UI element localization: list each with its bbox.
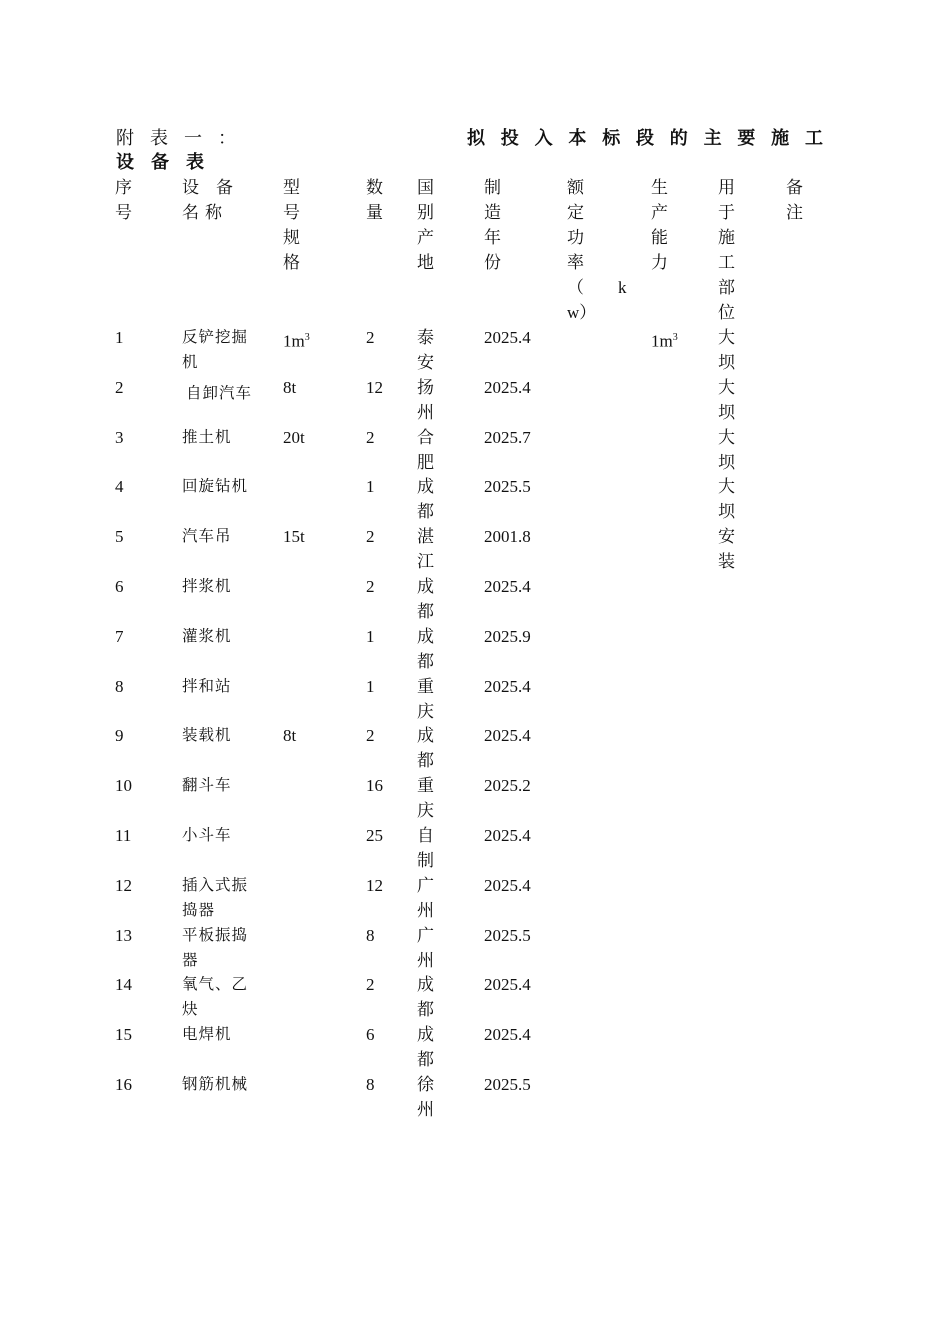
table-row	[0, 923, 950, 973]
title-left-char: 表	[150, 128, 168, 148]
cell-qty-text: 16	[366, 776, 383, 796]
cell-qty	[366, 524, 406, 549]
cell-qty	[366, 624, 406, 649]
table-row	[0, 972, 950, 1022]
cell-origin	[417, 873, 437, 923]
cell-no-text: 16	[115, 1075, 132, 1094]
cell-year-text: 2025.4	[484, 826, 531, 845]
cell-qty	[366, 474, 406, 499]
cell-origin-text: 自制	[417, 826, 434, 870]
cell-qty-text: 12	[366, 875, 383, 895]
table-row	[0, 474, 950, 524]
title-right-char: 入	[534, 128, 553, 148]
header-power-unit-close: w）	[567, 303, 597, 322]
cell-origin-text: 徐州	[417, 1075, 434, 1119]
cell-name	[182, 972, 258, 1022]
table-row	[0, 773, 950, 823]
cell-name-text: 电焊机	[182, 1026, 232, 1044]
cell-qty-text: 1	[366, 676, 375, 696]
cell-name-text: 回旋钻机	[182, 478, 249, 496]
cell-origin-text: 湛江	[417, 527, 434, 572]
cell-origin	[417, 773, 437, 823]
cell-year-text: 2025.4	[484, 577, 531, 596]
cell-name-text: 装载机	[182, 727, 232, 745]
cell-origin	[417, 325, 437, 375]
table-row	[0, 1022, 950, 1072]
cell-origin-text: 合肥	[417, 427, 434, 472]
cell-no	[115, 723, 165, 748]
cell-origin	[417, 425, 437, 475]
cell-qty-text: 2	[366, 975, 375, 995]
cell-qty-text: 2	[366, 427, 375, 447]
table-row	[0, 425, 950, 475]
cell-qty-text: 1	[366, 477, 375, 497]
cell-year-text: 2025.5	[484, 477, 531, 497]
cell-spec-text: 15t	[283, 527, 305, 547]
cell-no	[115, 524, 165, 549]
cell-name-text: 推土机	[182, 428, 232, 446]
header-year: 制造年份	[484, 178, 501, 272]
table-row	[0, 375, 950, 425]
cell-qty-text: 8	[366, 925, 375, 945]
header-spec: 型号规格	[283, 178, 300, 272]
cell-origin	[417, 823, 437, 873]
cell-year	[484, 425, 554, 450]
cell-no	[115, 923, 165, 948]
cell-no	[115, 823, 165, 848]
cell-qty	[366, 375, 406, 400]
cell-year	[484, 972, 554, 997]
cell-name	[182, 723, 258, 748]
cell-spec-text: 1m	[283, 331, 305, 351]
title-text-continued	[116, 150, 204, 174]
title-right-char: 段	[635, 128, 654, 148]
table-row	[0, 1072, 950, 1122]
cell-origin-text: 重庆	[417, 676, 434, 721]
cell-origin-text: 扬州	[417, 377, 434, 422]
cell-no	[115, 972, 165, 997]
cell-year	[484, 1022, 554, 1047]
cell-capacity-superscript: 3	[672, 332, 678, 343]
cell-no-text: 1	[115, 328, 124, 347]
cell-origin-text: 重庆	[417, 776, 434, 821]
cell-origin-text: 成都	[417, 975, 434, 1020]
cell-use	[718, 474, 738, 524]
cell-year	[484, 574, 554, 599]
cell-qty	[366, 923, 406, 948]
cell-name	[182, 823, 258, 848]
cell-name-text: 拌和站	[182, 677, 232, 695]
cell-year-text: 2025.5	[484, 925, 531, 945]
cell-no	[115, 873, 165, 898]
table-row	[0, 723, 950, 773]
cell-year-text: 2025.4	[484, 975, 531, 995]
cell-origin-text: 泰安	[417, 328, 434, 372]
cell-qty-text: 2	[366, 577, 375, 596]
cell-name	[182, 1072, 258, 1097]
cell-year	[484, 474, 554, 499]
cell-origin-text: 成都	[417, 1025, 434, 1070]
cell-name	[182, 773, 258, 798]
cell-use-text: 安装	[718, 527, 735, 572]
cell-year	[484, 375, 554, 400]
title-left-char: 一	[184, 128, 202, 148]
cell-origin	[417, 923, 437, 973]
cell-spec	[283, 375, 343, 400]
cell-no	[115, 1072, 165, 1097]
cell-name	[182, 624, 258, 649]
cell-no-text: 12	[115, 875, 132, 895]
cell-origin-text: 成都	[417, 726, 434, 771]
cell-qty	[366, 723, 406, 748]
cell-no-text: 2	[115, 377, 124, 397]
cell-qty-text: 6	[366, 1025, 375, 1045]
cell-qty	[366, 972, 406, 997]
title-right-char: 主	[703, 128, 722, 148]
cell-origin	[417, 674, 437, 724]
cell-qty-text: 12	[366, 377, 383, 397]
cell-name	[182, 873, 258, 923]
cell-origin	[417, 1072, 437, 1122]
cell-origin-text: 成都	[417, 626, 434, 671]
header-power-label: 额定功率	[567, 178, 584, 272]
cell-no	[115, 474, 165, 499]
cell-no	[115, 773, 165, 798]
title-right-char: 标	[602, 128, 621, 148]
cell-year	[484, 674, 554, 699]
cell-year-text: 2001.8	[484, 527, 531, 547]
cell-spec-text: 8t	[283, 377, 297, 397]
cell-no	[115, 1022, 165, 1047]
cell-spec-text: 8t	[283, 726, 297, 746]
cell-year	[484, 524, 554, 549]
title-line2-char: 表	[186, 152, 204, 172]
cell-year-text: 2025.4	[484, 726, 531, 746]
header-origin: 国别产地	[417, 178, 434, 272]
cell-no-text: 8	[115, 676, 124, 696]
cell-year-text: 2025.2	[484, 776, 531, 796]
cell-no-text: 7	[115, 626, 124, 646]
cell-use-text: 大坝	[718, 427, 735, 472]
title-left-char: ：	[218, 128, 236, 148]
cell-capacity	[651, 325, 701, 354]
cell-no	[115, 375, 165, 400]
title-right-char: 施	[771, 128, 790, 148]
cell-use	[718, 524, 738, 574]
cell-qty	[366, 823, 406, 848]
cell-year	[484, 873, 554, 898]
title-text	[467, 126, 823, 150]
cell-qty	[366, 1022, 406, 1047]
cell-year-text: 2025.4	[484, 328, 531, 347]
cell-use	[718, 325, 738, 375]
cell-name-text: 氧气、乙炔	[182, 976, 249, 1019]
title-right-char: 的	[669, 128, 688, 148]
cell-origin	[417, 624, 437, 674]
cell-no-text: 15	[115, 1025, 132, 1045]
cell-no-text: 5	[115, 527, 124, 547]
title-right-char: 要	[737, 128, 756, 148]
cell-year	[484, 823, 554, 848]
cell-capacity-text: 1m	[651, 331, 673, 351]
cell-year-text: 2025.9	[484, 626, 531, 646]
cell-no	[115, 425, 165, 450]
cell-name-text: 插入式振捣器	[182, 876, 249, 919]
cell-origin	[417, 574, 437, 624]
table-row	[0, 624, 950, 674]
cell-use-text: 大坝	[718, 477, 735, 522]
cell-qty-text: 2	[366, 328, 375, 347]
cell-qty-text: 25	[366, 826, 383, 845]
cell-use-text: 大坝	[718, 328, 735, 372]
cell-year	[484, 325, 554, 350]
header-qty: 数量	[366, 178, 383, 222]
cell-name	[182, 674, 258, 699]
header-power-unit-open: （ k	[567, 278, 627, 297]
header-power	[567, 175, 637, 325]
header-remark: 备注	[786, 178, 803, 222]
cell-name	[182, 425, 258, 450]
cell-year	[484, 773, 554, 798]
header-name	[182, 175, 262, 225]
title-right-char: 本	[568, 128, 587, 148]
cell-qty	[366, 1072, 406, 1097]
cell-no-text: 3	[115, 427, 124, 447]
cell-origin	[417, 1022, 437, 1072]
cell-origin	[417, 723, 437, 773]
cell-qty	[366, 425, 406, 450]
title-right-char: 拟	[467, 128, 485, 148]
cell-name-text: 灌浆机	[182, 627, 232, 645]
cell-no-text: 14	[115, 975, 132, 995]
cell-qty-text: 2	[366, 527, 375, 547]
header-name-line1: 设 备	[182, 178, 233, 197]
cell-spec-superscript: 3	[304, 332, 310, 343]
cell-qty-text: 2	[366, 726, 375, 746]
cell-name-text: 汽车吊	[182, 528, 232, 546]
table-row	[0, 574, 950, 624]
title-right-char: 工	[804, 128, 823, 148]
header-capacity: 生产能力	[651, 178, 668, 272]
cell-no	[115, 574, 165, 599]
title-line2-char: 设	[116, 152, 134, 172]
cell-year-text: 2025.4	[484, 676, 531, 696]
cell-no-text: 13	[115, 925, 132, 945]
cell-qty-text: 1	[366, 626, 375, 646]
cell-origin	[417, 972, 437, 1022]
cell-origin-text: 广州	[417, 875, 434, 920]
cell-origin-text: 广州	[417, 925, 434, 970]
cell-no-text: 6	[115, 577, 124, 596]
header-use: 用于施工部位	[718, 178, 735, 322]
table-row	[0, 524, 950, 574]
cell-name	[182, 474, 258, 499]
cell-qty	[366, 325, 406, 350]
table-row	[0, 823, 950, 873]
table-row	[0, 873, 950, 923]
cell-name	[186, 381, 262, 406]
cell-year-text: 2025.4	[484, 875, 531, 895]
cell-no-text: 9	[115, 726, 124, 746]
cell-year-text: 2025.4	[484, 1025, 531, 1045]
cell-year-text: 2025.7	[484, 427, 531, 447]
cell-year-text: 2025.4	[484, 377, 531, 397]
cell-name-text: 自卸汽车	[186, 384, 253, 402]
cell-no	[115, 325, 165, 350]
cell-name	[182, 325, 258, 375]
cell-spec	[283, 524, 343, 549]
cell-qty	[366, 773, 406, 798]
cell-name	[182, 1022, 258, 1047]
cell-no	[115, 624, 165, 649]
title-line2-char: 备	[151, 152, 169, 172]
cell-year-text: 2025.5	[484, 1075, 531, 1094]
cell-spec	[283, 425, 343, 450]
cell-use	[718, 425, 738, 475]
cell-name-text: 平板振捣器	[182, 926, 249, 969]
cell-qty	[366, 674, 406, 699]
cell-origin	[417, 375, 437, 425]
cell-name-text: 翻斗车	[182, 777, 232, 795]
cell-name-text: 反铲挖掘机	[182, 329, 249, 371]
title-left-char: 附	[116, 128, 134, 148]
cell-name-text: 小斗车	[182, 827, 232, 844]
cell-name-text: 拌浆机	[182, 578, 232, 595]
cell-year	[484, 723, 554, 748]
cell-name	[182, 923, 258, 973]
cell-origin	[417, 474, 437, 524]
cell-origin	[417, 524, 437, 574]
cell-origin-text: 成都	[417, 477, 434, 522]
table-row	[0, 325, 950, 375]
cell-name-text: 钢筋机械	[182, 1076, 249, 1093]
cell-qty-text: 8	[366, 1075, 375, 1094]
header-no: 序号	[115, 178, 132, 222]
table-row	[0, 674, 950, 724]
cell-origin-text: 成都	[417, 577, 434, 621]
cell-year	[484, 1072, 554, 1097]
cell-no	[115, 674, 165, 699]
cell-use-text: 大坝	[718, 377, 735, 422]
cell-no-text: 10	[115, 776, 132, 796]
cell-qty	[366, 574, 406, 599]
cell-spec	[283, 325, 343, 354]
cell-no-text: 11	[115, 826, 132, 845]
title-right-char: 投	[500, 128, 519, 148]
title-label	[116, 126, 236, 150]
cell-qty	[366, 873, 406, 898]
header-name-line2: 名称	[182, 203, 228, 222]
cell-no-text: 4	[115, 477, 124, 497]
cell-name	[182, 574, 258, 599]
cell-year	[484, 624, 554, 649]
cell-use	[718, 375, 738, 425]
cell-year	[484, 923, 554, 948]
cell-name	[182, 524, 258, 549]
cell-spec-text: 20t	[283, 427, 305, 447]
cell-spec	[283, 723, 343, 748]
